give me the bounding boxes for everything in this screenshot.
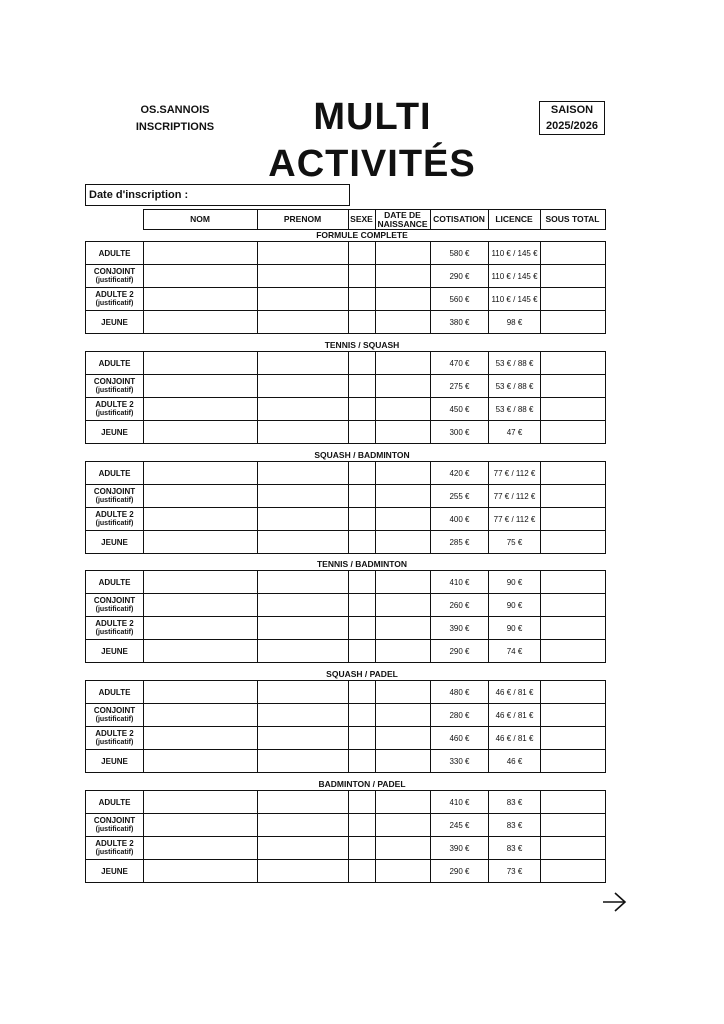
category-label: CONJOINT [93, 596, 136, 605]
prenom-field[interactable] [258, 837, 349, 860]
nom-field[interactable] [144, 571, 258, 594]
prenom-field[interactable] [258, 485, 349, 508]
prenom-field[interactable] [258, 398, 349, 421]
cotisation-value: 460 € [431, 727, 489, 750]
sous-total-field[interactable] [541, 421, 606, 444]
club-line-2: INSCRIPTIONS [135, 121, 215, 133]
nom-field[interactable] [144, 462, 258, 485]
table-row [86, 704, 606, 727]
cotisation-value: 450 € [431, 398, 489, 421]
nom-field[interactable] [144, 352, 258, 375]
nom-field[interactable] [144, 837, 258, 860]
table-row [86, 531, 606, 554]
cotisation-value: 300 € [431, 421, 489, 444]
category-label: ADULTE [98, 797, 131, 807]
nom-field[interactable] [144, 617, 258, 640]
prenom-field[interactable] [258, 814, 349, 837]
cotisation-value: 275 € [431, 375, 489, 398]
nom-field[interactable] [144, 398, 258, 421]
sous-total-field[interactable] [541, 485, 606, 508]
prenom-field[interactable] [258, 375, 349, 398]
prenom-field[interactable] [258, 508, 349, 531]
category-label: ADULTE 2 [95, 400, 134, 409]
date-naissance-field[interactable] [376, 814, 431, 837]
prenom-field[interactable] [258, 681, 349, 704]
date-naissance-field[interactable] [376, 640, 431, 663]
date-naissance-field[interactable] [376, 791, 431, 814]
table-row [86, 814, 606, 837]
category-label: ADULTE [98, 358, 131, 368]
date-naissance-field[interactable] [376, 727, 431, 750]
date-naissance-field[interactable] [376, 508, 431, 531]
category-label: CONJOINT [93, 487, 136, 496]
nom-field[interactable] [144, 750, 258, 773]
prenom-field[interactable] [258, 531, 349, 554]
section-title: TENNIS / BADMINTON [316, 559, 408, 569]
prenom-field[interactable] [258, 265, 349, 288]
col-sexe: SEXE [348, 210, 375, 230]
prenom-field[interactable] [258, 791, 349, 814]
cotisation-value: 380 € [431, 311, 489, 334]
licence-value: 110 € / 145 € [489, 288, 541, 311]
col-date-naissance [375, 210, 430, 230]
nom-field[interactable] [144, 594, 258, 617]
date-inscription-label: Date d'inscription : [89, 189, 189, 201]
table-row [86, 311, 606, 334]
licence-value: 90 € [489, 594, 541, 617]
category-label: JEUNE [101, 646, 128, 656]
sous-total-field[interactable] [541, 352, 606, 375]
date-naissance-field[interactable] [376, 860, 431, 883]
sexe-field[interactable] [349, 375, 376, 398]
sous-total-field[interactable] [541, 288, 606, 311]
category-label: ADULTE 2 [95, 290, 134, 299]
row-category [86, 640, 144, 663]
cotisation-value: 260 € [431, 594, 489, 617]
table-row [86, 508, 606, 531]
prenom-field[interactable] [258, 750, 349, 773]
cotisation-value: 285 € [431, 531, 489, 554]
sexe-field[interactable] [349, 288, 376, 311]
nom-field[interactable] [144, 421, 258, 444]
table-row [86, 681, 606, 704]
date-naissance-field[interactable] [376, 617, 431, 640]
section-title: BADMINTON / PADEL [318, 779, 406, 789]
justificatif-note: (justificatif) [95, 849, 134, 856]
justificatif-note: (justificatif) [95, 606, 134, 613]
cotisation-value: 245 € [431, 814, 489, 837]
prenom-field[interactable] [258, 311, 349, 334]
date-naissance-field[interactable] [376, 571, 431, 594]
section-table [85, 241, 606, 334]
category-label: ADULTE [98, 687, 131, 697]
justificatif-note: (justificatif) [95, 277, 134, 284]
licence-value: 83 € [489, 791, 541, 814]
sous-total-field[interactable] [541, 704, 606, 727]
row-category [86, 531, 144, 554]
sexe-field[interactable] [349, 462, 376, 485]
row-category [86, 398, 144, 421]
title-line-1: MULTI [313, 96, 432, 138]
category-label: CONJOINT [93, 816, 136, 825]
row-category [86, 594, 144, 617]
table-row [86, 571, 606, 594]
nom-field[interactable] [144, 531, 258, 554]
cotisation-value: 480 € [431, 681, 489, 704]
saison-box [539, 101, 605, 135]
justificatif-note: (justificatif) [95, 520, 134, 527]
licence-value: 53 € / 88 € [489, 375, 541, 398]
nom-field[interactable] [144, 508, 258, 531]
cotisation-value: 410 € [431, 571, 489, 594]
category-label: ADULTE 2 [95, 619, 134, 628]
row-category [86, 727, 144, 750]
section-title: SQUASH / PADEL [326, 669, 398, 679]
row-category [86, 375, 144, 398]
cotisation-value: 410 € [431, 791, 489, 814]
cotisation-value: 470 € [431, 352, 489, 375]
sous-total-field[interactable] [541, 640, 606, 663]
table-row [86, 617, 606, 640]
col-date-line-2: NAISSANCE [377, 218, 428, 229]
section-title: SQUASH / BADMINTON [314, 450, 410, 460]
nom-field[interactable] [144, 681, 258, 704]
table-row [86, 750, 606, 773]
licence-value: 90 € [489, 571, 541, 594]
sous-total-field[interactable] [541, 462, 606, 485]
licence-value: 53 € / 88 € [489, 352, 541, 375]
sous-total-field[interactable] [541, 837, 606, 860]
nom-field[interactable] [144, 288, 258, 311]
date-naissance-field[interactable] [376, 265, 431, 288]
sexe-field[interactable] [349, 750, 376, 773]
sous-total-field[interactable] [541, 508, 606, 531]
cotisation-value: 280 € [431, 704, 489, 727]
section-table [85, 790, 606, 883]
justificatif-note: (justificatif) [95, 387, 134, 394]
licence-value: 46 € [489, 750, 541, 773]
prenom-field[interactable] [258, 242, 349, 265]
licence-value: 83 € [489, 837, 541, 860]
row-category [86, 242, 144, 265]
col-nom: NOM [143, 210, 257, 230]
licence-value: 46 € / 81 € [489, 704, 541, 727]
sexe-field[interactable] [349, 242, 376, 265]
row-category [86, 617, 144, 640]
licence-value: 46 € / 81 € [489, 727, 541, 750]
cotisation-value: 390 € [431, 617, 489, 640]
col-licence: LICENCE [488, 210, 540, 230]
table-row [86, 265, 606, 288]
table-row [86, 594, 606, 617]
category-label: ADULTE [98, 468, 131, 478]
table-row [86, 462, 606, 485]
cotisation-value: 400 € [431, 508, 489, 531]
nom-field[interactable] [144, 265, 258, 288]
row-category [86, 791, 144, 814]
sous-total-field[interactable] [541, 814, 606, 837]
table-row [86, 727, 606, 750]
sous-total-field[interactable] [541, 860, 606, 883]
nom-field[interactable] [144, 375, 258, 398]
sous-total-field[interactable] [541, 791, 606, 814]
row-category [86, 485, 144, 508]
cotisation-value: 390 € [431, 837, 489, 860]
date-naissance-field[interactable] [376, 837, 431, 860]
col-sous-total: SOUS TOTAL [540, 210, 605, 230]
section-title: FORMULE COMPLETE [316, 230, 408, 240]
category-label: ADULTE 2 [95, 839, 134, 848]
table-row [86, 375, 606, 398]
licence-value: 77 € / 112 € [489, 462, 541, 485]
justificatif-note: (justificatif) [95, 629, 134, 636]
date-naissance-field[interactable] [376, 462, 431, 485]
date-naissance-field[interactable] [376, 311, 431, 334]
prenom-field[interactable] [258, 352, 349, 375]
arrow-right-icon[interactable] [600, 890, 630, 914]
sous-total-field[interactable] [541, 375, 606, 398]
row-category [86, 311, 144, 334]
prenom-field[interactable] [258, 860, 349, 883]
sexe-field[interactable] [349, 640, 376, 663]
table-row [86, 421, 606, 444]
date-inscription-field[interactable] [85, 184, 350, 206]
category-label: JEUNE [101, 756, 128, 766]
nom-field[interactable] [144, 311, 258, 334]
licence-value: 110 € / 145 € [489, 242, 541, 265]
nom-field[interactable] [144, 242, 258, 265]
cotisation-value: 420 € [431, 462, 489, 485]
sexe-field[interactable] [349, 398, 376, 421]
row-category [86, 571, 144, 594]
row-category [86, 837, 144, 860]
sexe-field[interactable] [349, 531, 376, 554]
cotisation-value: 580 € [431, 242, 489, 265]
table-row [86, 485, 606, 508]
licence-value: 47 € [489, 421, 541, 444]
sexe-field[interactable] [349, 485, 376, 508]
sexe-field[interactable] [349, 791, 376, 814]
licence-value: 73 € [489, 860, 541, 883]
sous-total-field[interactable] [541, 727, 606, 750]
date-naissance-field[interactable] [376, 531, 431, 554]
category-label: CONJOINT [93, 267, 136, 276]
date-naissance-field[interactable] [376, 594, 431, 617]
section-title: TENNIS / SQUASH [324, 340, 400, 350]
date-naissance-field[interactable] [376, 288, 431, 311]
section-table [85, 461, 606, 554]
category-label: ADULTE 2 [95, 729, 134, 738]
sexe-field[interactable] [349, 352, 376, 375]
licence-value: 110 € / 145 € [489, 265, 541, 288]
row-category [86, 288, 144, 311]
sous-total-field[interactable] [541, 617, 606, 640]
sexe-field[interactable] [349, 508, 376, 531]
sexe-field[interactable] [349, 727, 376, 750]
table-row [86, 640, 606, 663]
prenom-field[interactable] [258, 640, 349, 663]
row-category [86, 681, 144, 704]
sous-total-field[interactable] [541, 398, 606, 421]
saison-value: 2025/2026 [546, 120, 598, 132]
licence-value: 77 € / 112 € [489, 485, 541, 508]
sous-total-field[interactable] [541, 265, 606, 288]
category-label: JEUNE [101, 537, 128, 547]
date-naissance-field[interactable] [376, 242, 431, 265]
licence-value: 98 € [489, 311, 541, 334]
sous-total-field[interactable] [541, 571, 606, 594]
licence-value: 90 € [489, 617, 541, 640]
licence-value: 77 € / 112 € [489, 508, 541, 531]
cotisation-value: 290 € [431, 860, 489, 883]
col-prenom: PRENOM [257, 210, 348, 230]
prenom-field[interactable] [258, 617, 349, 640]
nom-field[interactable] [144, 814, 258, 837]
sous-total-field[interactable] [541, 242, 606, 265]
nom-field[interactable] [144, 791, 258, 814]
prenom-field[interactable] [258, 571, 349, 594]
date-naissance-field[interactable] [376, 704, 431, 727]
justificatif-note: (justificatif) [95, 300, 134, 307]
section-table [85, 351, 606, 444]
row-category [86, 704, 144, 727]
nom-field[interactable] [144, 704, 258, 727]
justificatif-note: (justificatif) [95, 826, 134, 833]
sexe-field[interactable] [349, 265, 376, 288]
prenom-field[interactable] [258, 727, 349, 750]
sous-total-field[interactable] [541, 311, 606, 334]
prenom-field[interactable] [258, 421, 349, 444]
date-naissance-field[interactable] [376, 750, 431, 773]
sexe-field[interactable] [349, 681, 376, 704]
table-row [86, 791, 606, 814]
cotisation-value: 330 € [431, 750, 489, 773]
justificatif-note: (justificatif) [95, 739, 134, 746]
prenom-field[interactable] [258, 704, 349, 727]
cotisation-value: 560 € [431, 288, 489, 311]
table-row [86, 242, 606, 265]
table-row [86, 288, 606, 311]
justificatif-note: (justificatif) [95, 716, 134, 723]
title-line-2: ACTIVITÉS [268, 143, 476, 185]
date-naissance-field[interactable] [376, 398, 431, 421]
sexe-field[interactable] [349, 837, 376, 860]
category-label: CONJOINT [93, 377, 136, 386]
sexe-field[interactable] [349, 311, 376, 334]
section-table [85, 680, 606, 773]
cotisation-value: 255 € [431, 485, 489, 508]
date-naissance-field[interactable] [376, 375, 431, 398]
row-category [86, 352, 144, 375]
category-label: ADULTE 2 [95, 510, 134, 519]
category-label: JEUNE [101, 317, 128, 327]
col-date-line-1: DATE DE [384, 209, 421, 220]
nom-field[interactable] [144, 640, 258, 663]
nom-field[interactable] [144, 485, 258, 508]
saison-label: SAISON [550, 104, 594, 116]
sexe-field[interactable] [349, 421, 376, 444]
date-naissance-field[interactable] [376, 681, 431, 704]
licence-value: 75 € [489, 531, 541, 554]
table-row [86, 860, 606, 883]
row-category [86, 860, 144, 883]
row-category [86, 814, 144, 837]
justificatif-note: (justificatif) [95, 410, 134, 417]
table-row [86, 398, 606, 421]
cotisation-value: 290 € [431, 265, 489, 288]
licence-value: 53 € / 88 € [489, 398, 541, 421]
column-header [85, 209, 606, 230]
row-category [86, 750, 144, 773]
row-category [86, 265, 144, 288]
prenom-field[interactable] [258, 462, 349, 485]
club-name [120, 102, 230, 136]
sous-total-field[interactable] [541, 531, 606, 554]
licence-value: 74 € [489, 640, 541, 663]
nom-field[interactable] [144, 727, 258, 750]
col-cotisation: COTISATION [430, 210, 488, 230]
category-label: JEUNE [101, 427, 128, 437]
date-naissance-field[interactable] [376, 421, 431, 444]
category-label: ADULTE [98, 248, 131, 258]
licence-value: 83 € [489, 814, 541, 837]
section-table [85, 570, 606, 663]
licence-value: 46 € / 81 € [489, 681, 541, 704]
row-category [86, 421, 144, 444]
table-row [86, 837, 606, 860]
nom-field[interactable] [144, 860, 258, 883]
sexe-field[interactable] [349, 704, 376, 727]
date-naissance-field[interactable] [376, 485, 431, 508]
sous-total-field[interactable] [541, 750, 606, 773]
sexe-field[interactable] [349, 594, 376, 617]
sous-total-field[interactable] [541, 594, 606, 617]
prenom-field[interactable] [258, 594, 349, 617]
category-label: JEUNE [101, 866, 128, 876]
sexe-field[interactable] [349, 617, 376, 640]
row-category [86, 508, 144, 531]
category-label: ADULTE [98, 577, 131, 587]
date-naissance-field[interactable] [376, 352, 431, 375]
club-line-1: OS.SANNOIS [140, 104, 210, 116]
table-row [86, 352, 606, 375]
justificatif-note: (justificatif) [95, 497, 134, 504]
sexe-field[interactable] [349, 860, 376, 883]
prenom-field[interactable] [258, 288, 349, 311]
category-label: CONJOINT [93, 706, 136, 715]
sexe-field[interactable] [349, 814, 376, 837]
sexe-field[interactable] [349, 571, 376, 594]
sous-total-field[interactable] [541, 681, 606, 704]
row-category [86, 462, 144, 485]
cotisation-value: 290 € [431, 640, 489, 663]
